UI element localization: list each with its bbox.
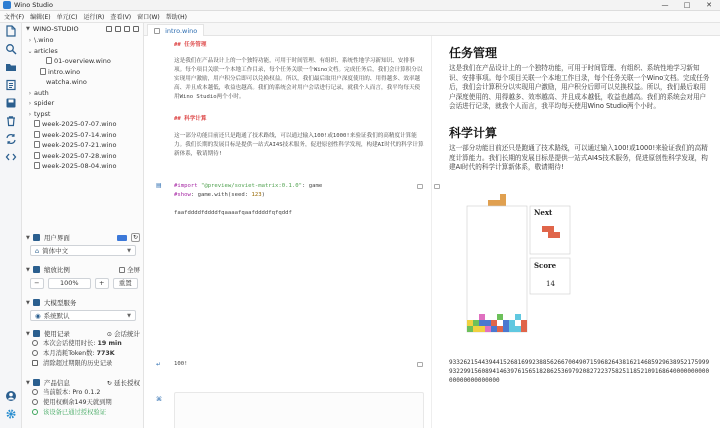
zoom-in-button[interactable]: + [95, 278, 109, 289]
product-panel [22, 377, 144, 418]
stats-icon: ⊙ [106, 331, 112, 338]
chevron-down-icon[interactable]: ▼ [26, 266, 30, 273]
tree-item[interactable] [22, 56, 143, 67]
keyword: #show [174, 192, 191, 198]
tab-bar [144, 23, 720, 36]
file-icon [34, 141, 40, 148]
chevron-down-icon[interactable]: ⌄ [27, 47, 33, 55]
window-controls [654, 0, 720, 11]
trash-icon[interactable] [4, 115, 18, 129]
theme-color-swatch[interactable] [117, 235, 127, 241]
preview-paragraph-1: 这是我们在产品设计上的一个独特功能，可用于时间管理、有组织、系统性地学习新知识、安排事项。每个项目关联一个本地工作目录，每个任务关联一个Wino文档。完成任务后，我们会计算积分以实现用户激励，用户积分后即可以兑换权益。所以，我们最后取用户深度使用的、用得越多、效率越高、并且成本越低，收益也越高。我们的系统会对用户会话进行记录，就我个人而言，我平均每天使用Wino Studio两个小时。 [449, 64, 710, 111]
new-folder-icon[interactable] [115, 26, 121, 32]
tree-item[interactable] [22, 151, 143, 162]
activity-bar [0, 23, 22, 428]
usage-section-label: 使用记录 [43, 330, 70, 338]
preview-paragraph-2: 这一部分功能目前还只是跑通了技术路线，可以通过输入100!或1000!来验证我们的高精度计算能力。我们长期的发展目标是提供一站式AI4S技术服务，促进原创性科学发现，构建AI时代的科学计算新体系，敬请期待! [449, 144, 708, 172]
save-icon[interactable] [4, 97, 18, 111]
tree-item[interactable] [22, 119, 143, 130]
heading-text: ## 科学计算 [174, 116, 207, 122]
token-icon [32, 350, 38, 356]
usage-row-tokens [22, 349, 144, 359]
factorial-output: 93326215443944152681699238856266700490715968264381621468592963895217599993229915608941463976156518286253697920827223758251185210916864000000000000000000000000 [449, 359, 710, 384]
tree-item[interactable] [22, 98, 143, 109]
code-text: : game.with(seed: [190, 192, 252, 198]
empty-cell-input[interactable] [174, 392, 424, 428]
tree-item[interactable] [22, 67, 143, 78]
tree-item[interactable] [22, 77, 143, 88]
tree-item-label: watcha.wino [46, 78, 87, 86]
sidebar [22, 23, 144, 428]
usage-value: 773K [96, 350, 115, 357]
explorer-root-label: WINO-STUDIO [32, 25, 79, 33]
tab-intro[interactable] [147, 24, 204, 36]
verified-icon [32, 409, 38, 415]
score-label: Score [534, 261, 557, 270]
account-icon[interactable] [4, 390, 18, 404]
chevron-down-icon[interactable]: ▼ [26, 234, 30, 241]
chevron-right-icon[interactable]: › [28, 89, 32, 97]
extend-license-label: 延长授权 [114, 379, 140, 387]
close-button[interactable]: ✕ [706, 1, 712, 9]
tree-item[interactable] [22, 161, 143, 172]
tree-item[interactable] [22, 46, 143, 57]
preview-pane [432, 36, 720, 428]
usage-value: 19 min [97, 340, 122, 347]
clear-history-label[interactable]: 清除超过期限的历史记录 [43, 360, 113, 367]
model-section-icon [33, 299, 40, 306]
preview-toggle-icon[interactable] [434, 184, 440, 189]
product-panel-title [22, 377, 144, 388]
model-panel [22, 297, 144, 321]
session-stats-label: 会话统计 [114, 330, 140, 338]
cell-toggle-icon[interactable] [417, 362, 423, 367]
tetris-falling-piece [488, 194, 506, 206]
cell-marker-icon[interactable]: ▤ [156, 182, 162, 189]
chevron-down-icon[interactable]: ▼ [26, 330, 30, 337]
tree-item-label: week-2025-07-07.wino [42, 120, 117, 128]
version-label: 当前版本: Pro 0.1.2 [43, 389, 101, 396]
chevron-down-icon[interactable]: ▼ [26, 26, 30, 32]
verified-label: 该设备已通过授权验证 [43, 409, 106, 416]
tree-item-label: \.wino [34, 36, 54, 44]
tree-item[interactable] [22, 130, 143, 141]
number: 123 [251, 192, 262, 198]
chevron-right-icon[interactable]: › [28, 37, 32, 44]
paragraph-source-2: 这一部分功能目前还只是跑通了技术路线，可以通过输入100!或1000!来验证我们的高精度计算能力。我们长期的发展目标是提供一站式AI4S技术服务，促进原创性科学发现，构建AI时代的科学计算新体系，敬请期待! [174, 133, 424, 157]
model-select[interactable] [30, 310, 136, 321]
chevron-right-icon[interactable]: › [28, 110, 32, 118]
zoom-panel [22, 264, 144, 289]
usage-row-duration [22, 339, 144, 349]
product-row-expiry [22, 398, 144, 408]
heading-source-1 [174, 41, 206, 50]
tree-item[interactable] [22, 140, 143, 151]
heading-source-2 [174, 115, 206, 124]
clear-history-icon [32, 360, 38, 366]
chevron-down-icon: ▼ [127, 247, 131, 254]
zoom-value: 100% [48, 278, 91, 289]
sync-icon[interactable] [4, 133, 18, 147]
model-icon: ◉ [35, 311, 41, 320]
clock-icon [32, 340, 38, 346]
model-panel-title [22, 297, 144, 308]
usage-panel [22, 328, 144, 369]
score-value: 14 [546, 280, 555, 288]
collapse-icon[interactable] [133, 26, 139, 32]
keyword: #import [174, 183, 198, 189]
folder-icon[interactable] [4, 61, 18, 75]
preview-heading-2: 科学计算 [449, 126, 498, 140]
fullscreen-toggle[interactable] [119, 265, 140, 274]
search-icon[interactable] [4, 43, 18, 57]
file-icon [34, 120, 40, 127]
usage-row-clear[interactable] [22, 359, 144, 369]
code-icon[interactable] [4, 151, 18, 165]
calendar-icon [32, 399, 38, 405]
menu-help[interactable]: 帮助(H) [165, 14, 187, 21]
usage-label: 本月消耗Token数: [43, 350, 95, 357]
ui-panel [22, 232, 144, 256]
heading-text: ## 任务管理 [174, 42, 207, 48]
file-icon [154, 28, 160, 34]
usage-label: 本次会话使用时长: [43, 340, 96, 347]
maximize-button[interactable]: □ [683, 1, 691, 9]
zoom-panel-title [22, 264, 144, 275]
menu-run[interactable]: 运行(R) [83, 14, 105, 21]
menu-bar [0, 11, 720, 23]
tree-item-label: articles [34, 46, 58, 55]
tree-item-label: auth [34, 88, 49, 97]
tree-item[interactable] [22, 35, 143, 46]
tree-item-label: 01-overview.wino [54, 57, 111, 65]
ui-section-label: 用户界面 [43, 234, 70, 242]
refresh-icon[interactable] [124, 26, 130, 32]
product-row-verified [22, 408, 144, 418]
tree-item-label: week-2025-07-28.wino [42, 151, 117, 160]
file-icon [40, 68, 46, 75]
chevron-down-icon: ▼ [127, 312, 131, 319]
new-file-icon[interactable] [106, 26, 112, 32]
ui-panel-title [22, 232, 144, 243]
product-section-label: 产品信息 [43, 379, 70, 387]
fullscreen-checkbox[interactable] [119, 267, 125, 273]
zoom-section-icon [33, 266, 40, 273]
window-title: Wino Studio [14, 1, 53, 9]
chevron-right-icon[interactable]: › [28, 100, 32, 107]
zoom-controls [30, 278, 138, 289]
code-line-import [174, 182, 322, 191]
files-icon[interactable] [4, 25, 18, 39]
ui-section-icon [33, 234, 40, 241]
settings-gear-icon[interactable] [4, 408, 18, 422]
code-line-moves: faafddddfddddfqaaaafqaafddddfqfqddf [174, 210, 292, 216]
tab-label: intro.wino [165, 27, 198, 35]
language-icon: ⌂ [35, 246, 40, 255]
cell-marker-icon[interactable]: ↵ [156, 361, 162, 368]
menu-cell[interactable]: 单元(C) [56, 14, 78, 21]
string: "@preview/soviet-matrix:0.1.0" [200, 183, 302, 189]
menu-view[interactable]: 查看(V) [110, 14, 132, 21]
code-text: ) [261, 192, 265, 198]
tree-item[interactable] [22, 88, 143, 99]
cell-toggle-icon[interactable] [417, 184, 423, 189]
cell-marker-icon[interactable]: ⌘ [156, 396, 162, 403]
menu-edit[interactable]: 编辑(E) [30, 14, 51, 21]
file-icon [34, 162, 40, 169]
file-icon [34, 131, 40, 138]
file-icon [34, 152, 40, 159]
reset-theme-icon[interactable]: ↻ [132, 234, 139, 241]
usage-section-icon [33, 330, 40, 337]
chevron-down-icon[interactable]: ▼ [26, 299, 30, 306]
tree-item-label: typst [34, 109, 51, 118]
expiry-label: 使用权剩余149天就到期 [43, 399, 112, 406]
tree-item-label: week-2025-07-21.wino [42, 141, 117, 149]
menu-file[interactable]: 文件(F) [4, 14, 25, 21]
tree-item[interactable] [22, 109, 143, 120]
explorer-header [22, 23, 143, 35]
code-line-show [174, 191, 265, 200]
file-icon [46, 57, 52, 64]
zoom-out-button[interactable]: − [30, 278, 44, 289]
tree-item-label: spider [34, 99, 55, 107]
explorer-actions [106, 26, 139, 32]
usage-panel-title [22, 328, 144, 339]
code-text: : game [302, 183, 323, 189]
title-bar [0, 0, 720, 11]
document-icon[interactable] [4, 79, 18, 93]
file-tree [22, 35, 143, 172]
tetris-board [467, 206, 527, 332]
minimize-button[interactable]: — [661, 1, 669, 9]
tetris-game-preview [452, 186, 712, 336]
model-section-label: 大模型服务 [43, 299, 77, 307]
version-icon [32, 389, 38, 395]
model-value: 系统默认 [43, 312, 70, 320]
paragraph-source-1: 这是我们在产品设计上的一个独特功能，可用于时间管理、有组织、系统性地学习新知识、安排事项。每个项目关联一个本地工作目录，每个任务关联一个Wino文档。完成任务后，我们会计算积分以实现用户激励，用户积分后即可以兑换权益。所以，我们最后取用户深度使用的、用得越多、效率越高、并且成本越低，收益也越高。我们的系统会对用户会话进行记录，就我个人而言，我平均每天使用Wino Studio两个小时。 [174, 58, 423, 100]
extend-license-button[interactable] [107, 378, 140, 387]
next-label: Next [534, 208, 553, 217]
fullscreen-label: 全屏 [127, 266, 140, 274]
source-editor[interactable] [144, 36, 432, 428]
tree-item-label: week-2025-07-14.wino [42, 130, 117, 139]
product-row-version [22, 388, 144, 398]
tree-item-label: week-2025-08-04.wino [42, 162, 117, 170]
product-section-icon [33, 379, 40, 386]
code-line-factorial: 100! [174, 361, 188, 367]
zoom-section-label: 缩放比例 [43, 266, 70, 274]
app-logo-icon [3, 1, 11, 9]
zoom-reset-button[interactable]: 重置 [113, 278, 138, 289]
preview-heading-1: 任务管理 [449, 46, 498, 60]
language-value: 简体中文 [42, 247, 69, 255]
session-stats-button[interactable] [107, 329, 140, 338]
language-select[interactable] [30, 245, 136, 256]
tree-item-label: intro.wino [48, 67, 81, 76]
refresh-icon: ↻ [106, 380, 112, 387]
menu-window[interactable]: 窗口(W) [137, 14, 160, 21]
chevron-down-icon[interactable]: ▼ [26, 379, 30, 386]
